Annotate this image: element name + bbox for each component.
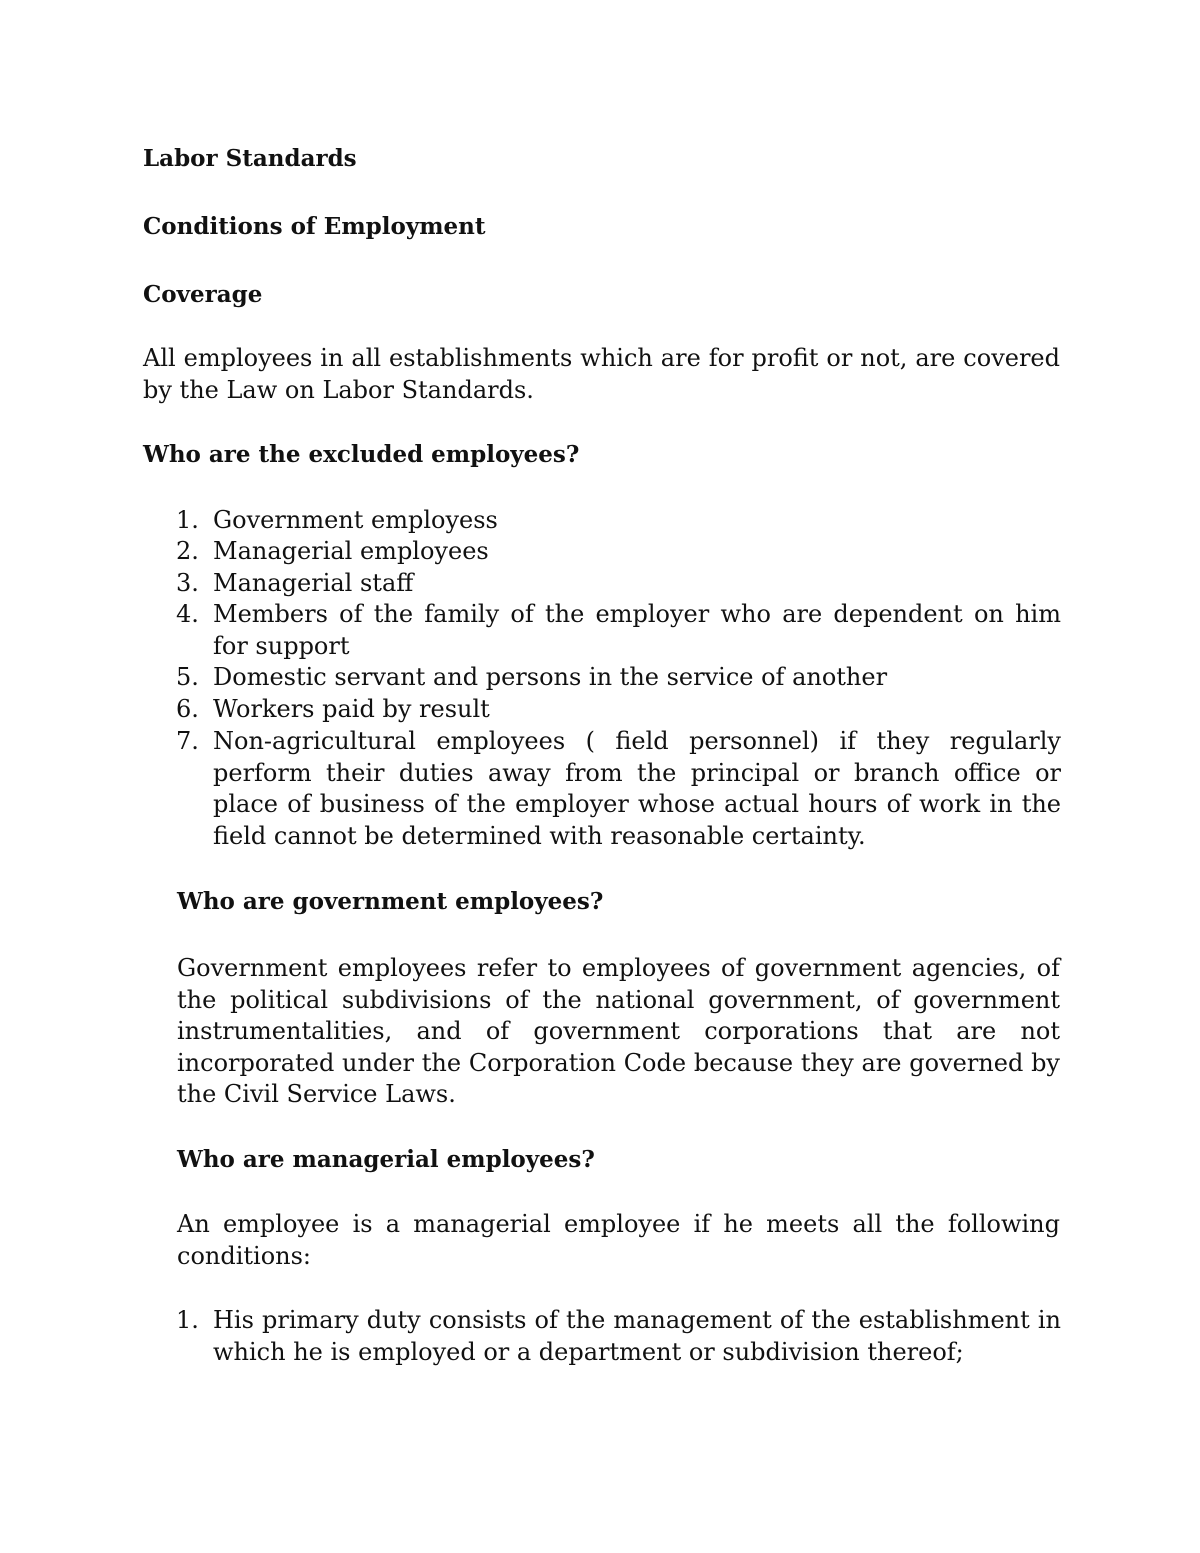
list-number: 4.: [176, 600, 199, 628]
coverage-heading: Coverage: [143, 281, 263, 308]
managerial-heading: Who are managerial employees?: [177, 1146, 595, 1173]
excluded-list-item: [176, 662, 1061, 694]
excluded-list-item: [176, 536, 1061, 568]
list-text: Government employess: [213, 506, 498, 534]
list-text: Workers paid by result: [213, 695, 490, 723]
excluded-list-item: [176, 505, 1061, 537]
list-number: 6.: [176, 695, 199, 723]
government-paragraph: Government employees refer to employees of government agencies, of the political subdivisions of the national government, of government instrumentalities, and of government corporations that are not incorporated under the Corporation Code because they are governed by the Civil Service Laws.: [177, 954, 1060, 1108]
section-title: Conditions of Employment: [143, 213, 486, 240]
excluded-list-item: [176, 568, 1061, 600]
list-number: 1.: [176, 1306, 199, 1334]
list-text: Non-agricultural employees ( field personnel) if they regularly perform their duties away from the principal or branch office or place of business of the employer whose actual hours of work in the field cannot be determined with reasonable certainty.: [213, 727, 1061, 850]
list-text: Domestic servant and persons in the service of another: [213, 663, 888, 691]
list-text: Members of the family of the employer who are dependent on him for support: [213, 600, 1061, 660]
list-text: Managerial employees: [213, 537, 489, 565]
list-number: 2.: [176, 537, 199, 565]
list-number: 7.: [176, 727, 199, 755]
excluded-heading: Who are the excluded employees?: [143, 441, 580, 468]
managerial-list-item: [176, 1305, 1061, 1368]
list-number: 3.: [176, 569, 199, 597]
list-text: His primary duty consists of the management of the establishment in which he is employed or a department or subdivision thereof;: [213, 1306, 1061, 1366]
excluded-list-item: [176, 726, 1061, 852]
government-heading: Who are government employees?: [177, 888, 604, 915]
excluded-list-item: [176, 599, 1061, 662]
excluded-list-item: [176, 694, 1061, 726]
list-number: 5.: [176, 663, 199, 691]
list-number: 1.: [176, 506, 199, 534]
document-title: Labor Standards: [143, 145, 357, 172]
managerial-paragraph: An employee is a managerial employee if he meets all the following conditions:: [177, 1210, 1060, 1270]
list-text: Managerial staff: [213, 569, 414, 597]
coverage-paragraph: All employees in all establishments which are for profit or not, are covered by the Law on Labor Standards.: [143, 344, 1060, 404]
